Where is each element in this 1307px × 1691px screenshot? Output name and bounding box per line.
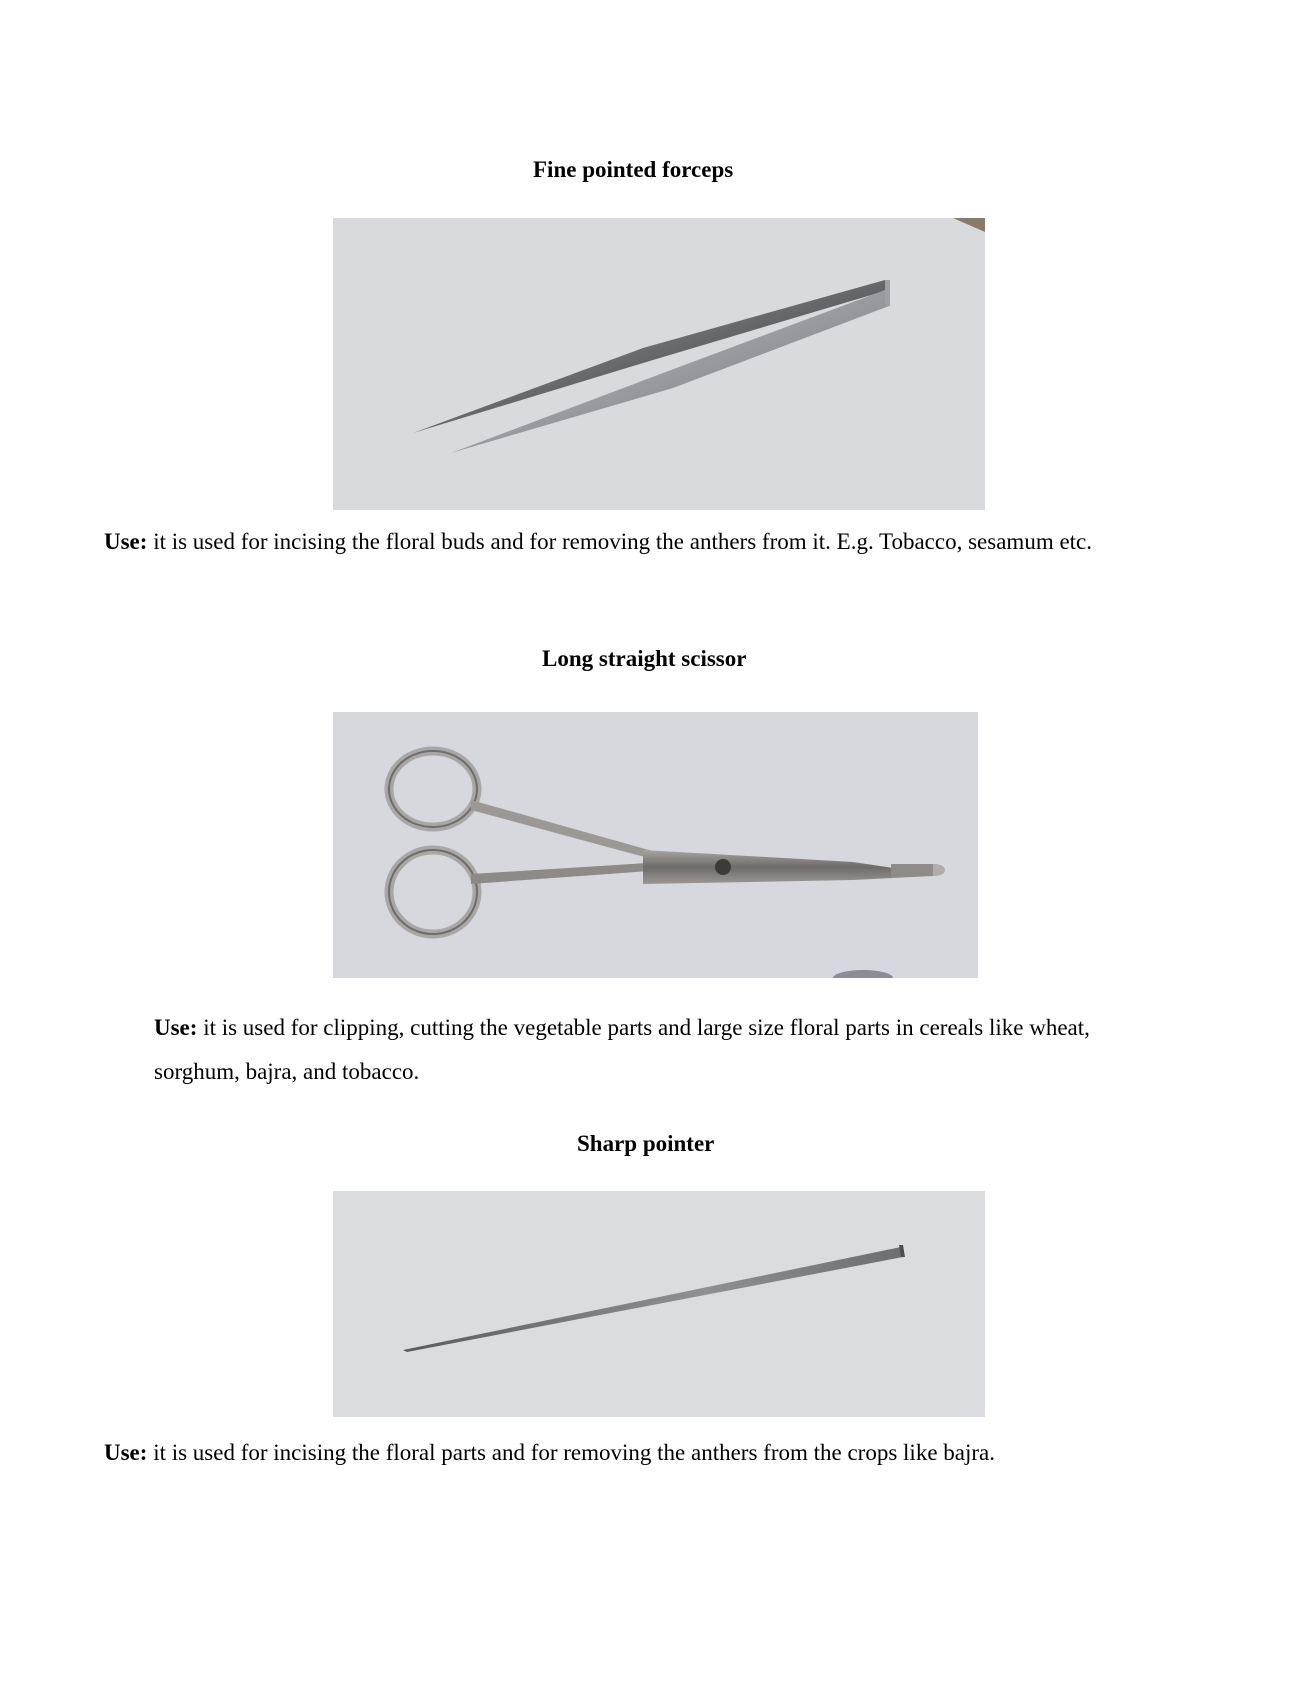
scissor-use-label: Use: xyxy=(154,1015,198,1040)
pointer-use-paragraph xyxy=(104,1431,1204,1475)
pointer-use-label: Use: xyxy=(104,1440,148,1465)
forceps-icon xyxy=(333,218,985,510)
pointer-photo xyxy=(333,1191,985,1417)
pointer-use-text: it is used for incising the floral parts and for removing the anthers from the crops like bajra. xyxy=(147,1440,996,1465)
forceps-use-paragraph xyxy=(104,520,1184,564)
pointer-icon xyxy=(333,1191,985,1417)
scissor-use-text: it is used for clipping, cutting the vegetable parts and large size floral parts in cereals like wheat, sorghum, bajra, and tobacco. xyxy=(154,1015,1090,1084)
forceps-use-label: Use: xyxy=(104,529,148,554)
scissor-title: Long straight scissor xyxy=(542,646,747,671)
forceps-photo xyxy=(333,218,985,510)
scissor-icon xyxy=(333,712,978,978)
forceps-title: Fine pointed forceps xyxy=(533,157,734,182)
forceps-use-text: it is used for incising the floral buds and for removing the anthers from it. E.g. Tobacco, sesamum etc. xyxy=(147,529,1093,554)
scissor-photo xyxy=(333,712,978,978)
pointer-title: Sharp pointer xyxy=(577,1131,715,1156)
scissor-use-paragraph xyxy=(154,1006,1154,1094)
